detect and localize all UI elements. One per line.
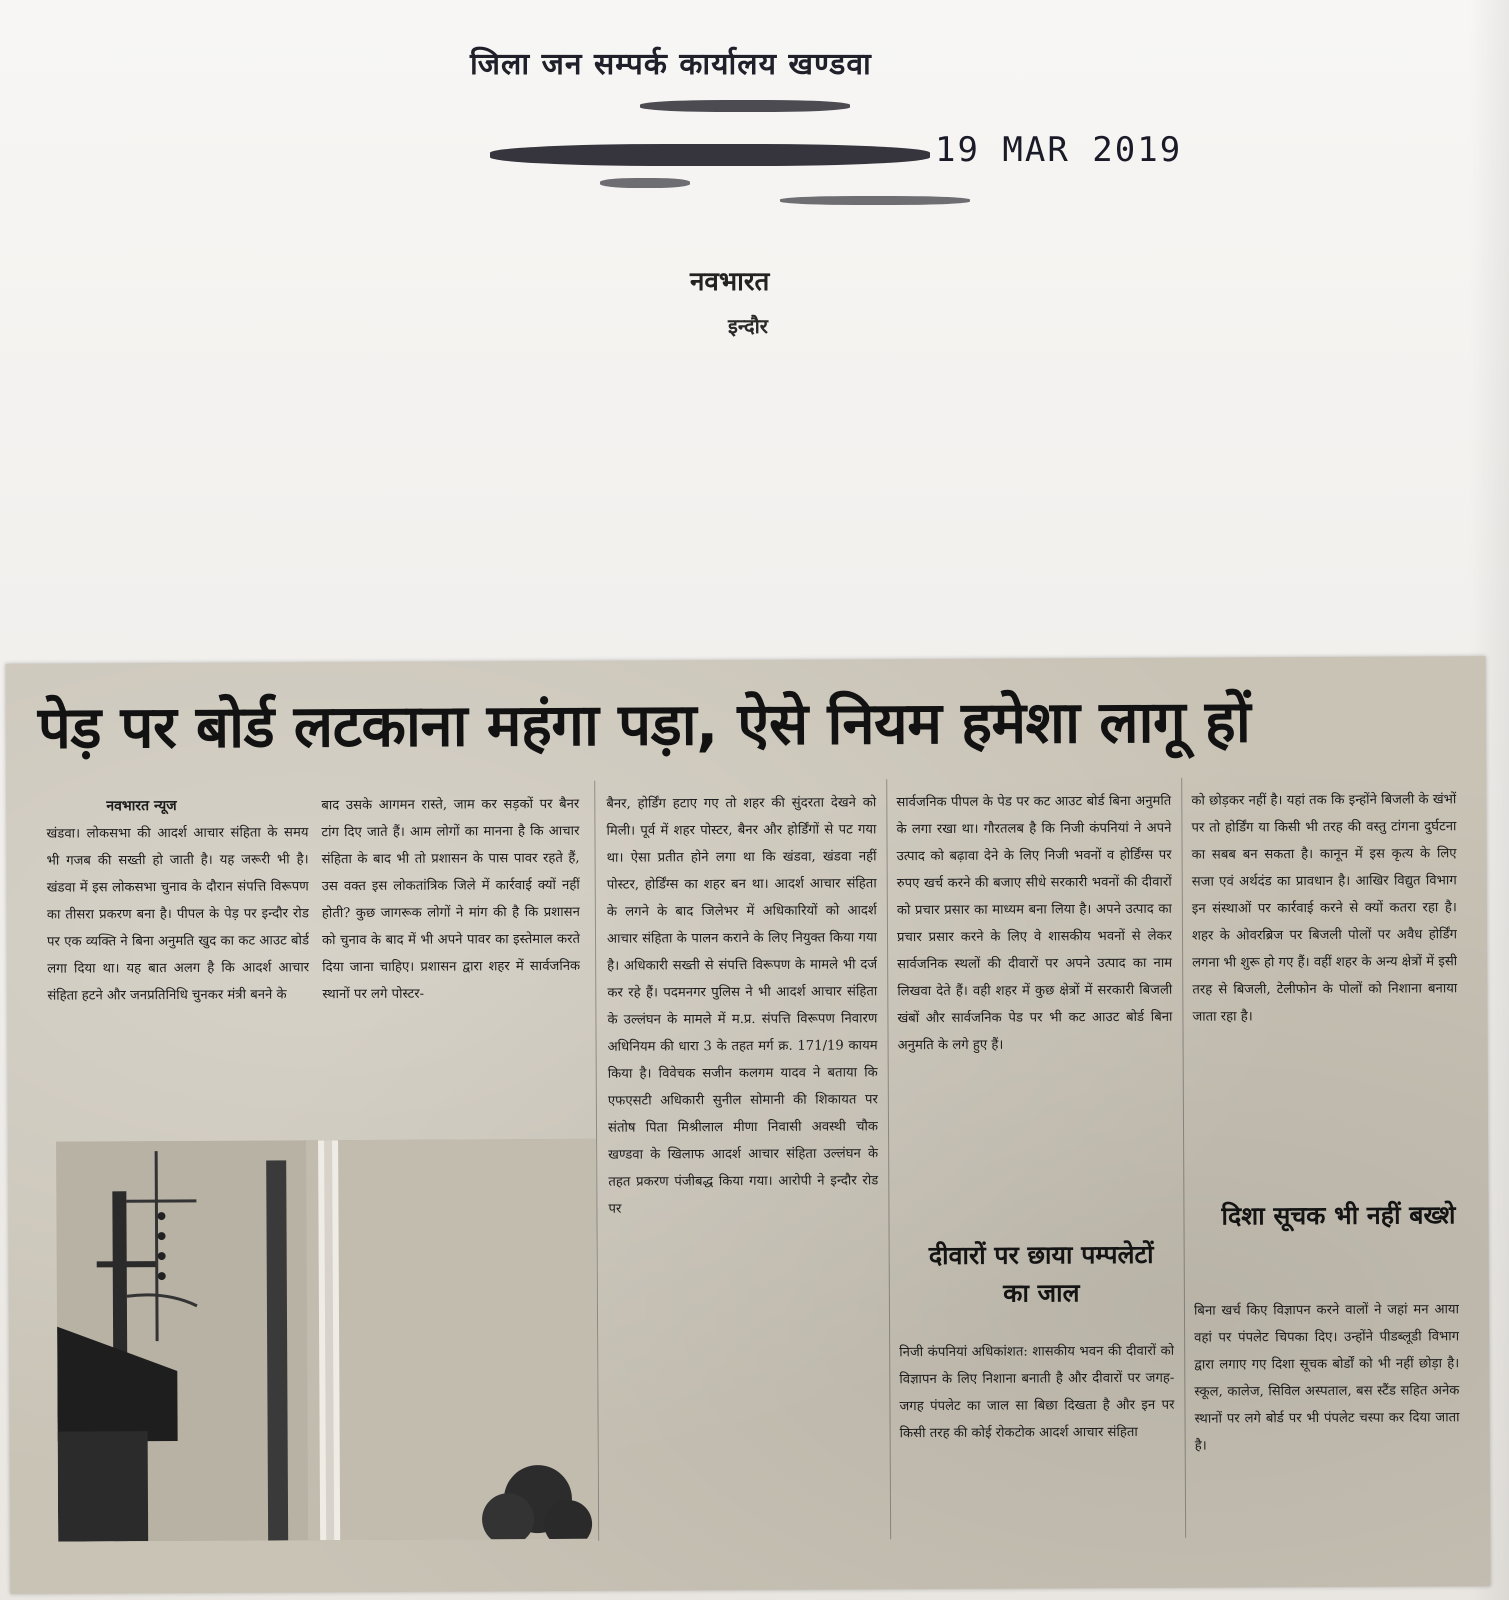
article-column-2: बाद उसके आगमन रास्ते, जाम कर सड़कों पर बैनर टांग दिए जाते हैं। आम लोगों का मानना है कि आचार संहिता के बाद भी तो प्रशासन के पास पावर रहते हैं, उस वक्त इस लोकतांत्रिक जिले में कार्रवाई क्यों नहीं होती? कुछ जागरूक लोगों ने मांग की है कि प्रशासन को चुनाव के बाद में भी अपने पावर का इस्तेमाल करते दिया जाना चाहिए। प्रशासन द्वारा शहर में सार्वजनिक स्थानों पर लगे पोस्टर- <box>321 796 581 1003</box>
article-column-1 <box>46 792 310 1143</box>
stamp-smudge <box>640 100 850 112</box>
article-column-4-continued: निजी कंपनियां अधिकांशत: शासकीय भवन की दीवारों को विज्ञापन के लिए निशाना बनाती है और दीवारों पर जगह-जगह पंपलेट का जाल सा बिछा दिखता है और इन पर किसी तरह की कोई रोकटोक आदर्श आचार संहिता <box>899 1343 1175 1442</box>
news-photo-electric-pole <box>56 1139 598 1542</box>
photo-illustration <box>56 1139 598 1542</box>
stamp-smudge <box>490 144 930 166</box>
office-header: जिला जन सम्पर्क कार्यालय खण्डवा <box>470 47 872 82</box>
received-date-stamp: 19 MAR 2019 <box>935 130 1183 170</box>
article-column-3: बैनर, होर्डिंग हटाए गए तो शहर की सुंदरता देखने को मिली। पूर्व में शहर पोस्टर, बैनर और होर्डिंगों से पट गया था। ऐसा प्रतीत होने लगा था कि खंडवा, खंडवा नहीं पोस्टर, होर्डिंग्स का शहर बन था। आदर्श आचार संहिता के लगने के बाद जिलेभर में अधिकारियों को आदर्श आचार संहिता के पालन कराने के लिए नियुक्त किया गया है। अधिकारी सख्ती से संपत्ति विरूपण के मामले भी दर्ज कर रहे हैं। पदमनगर पुलिस ने भी आदर्श आचार संहिता के उल्लंघन के मामले में म.प्र. संपत्ति विरूपण निवारण अधिनियम की धारा 3 के तहत मर्ग क्र. 171/19 कायम किया है। विवेचक सजीन कलगम यादव ने बताया कि एफएसटी अधिकारी सुनील सोमानी की शिकायत पर संतोष पिता मिश्रीलाल मीणा निवासी अवस्थी चौक खण्डवा के खिलाफ आदर्श आचार संहिता उल्लंघन के तहत प्रकरण पंजीबद्ध किया गया। आरोपी ने इन्दौर रोड पर <box>606 795 879 1217</box>
article-headline: पेड़ पर बोर्ड लटकाना महंगा पड़ा, ऐसे नियम हमेशा लागू हों <box>37 687 1251 762</box>
article-column-5-continued: बिना खर्च किए विज्ञापन करने वालों ने जहां मन आया वहां पर पंपलेट चिपका दिए। उन्होंने पीडब्लूडी विभाग द्वारा लगाए गए दिशा सूचक बोर्डों को भी नहीं छोड़ा है। स्कूल, कालेज, सिविल अस्पताल, बस स्टैंड सहित अनेक स्थानों पर लगे बोर्ड पर भी पंपलेट चस्पा कर दिया जाता है। <box>1193 1302 1460 1454</box>
newspaper-name: नवभारत <box>690 267 770 297</box>
column-divider <box>1181 778 1186 1538</box>
article-column-4: सार्वजनिक पीपल के पेड पर कट आउट बोर्ड बिना अनुमति के लगा रखा था। गौरतलब है कि निजी कंपनियां ने अपने उत्पाद को बढ़ावा देने के लिए निजी भवनों व होर्डिंग्स पर रुपए खर्च करने की बजाए सीधे सरकारी भवनों की दीवारों को प्रचार प्रसार का माध्यम बना लिया है। अपने उत्पाद का प्रचार प्रसार करने के लिए वे शासकीय भवनों से लेकर सार्वजनिक स्थलों की दीवारों पर अपने उत्पाद का नाम लिखवा देते हैं। वही शहर में कुछ क्षेत्रों में सरकारी बिजली खंबों और सार्वजनिक पेड पर भी कट आउट बोर्ड बिना अनुमति के लगे हुए हैं। <box>896 793 1173 1054</box>
stamp-smudge <box>780 196 970 205</box>
article-column-5: को छोड़कर नहीं है। यहां तक कि इन्होंने बिजली के खंभों पर तो होर्डिंग या किसी भी तरह की वस्तु टांगना दुर्घटना का सबब बन सकता है। कानून में इस कृत्य के लिए सजा एवं अर्थदंड का प्रावधान है। आखिर विद्युत विभाग इन संस्थाओं पर कार्रवाई करने से क्यों कतरा रहा है। शहर के ओवरब्रिज पर बिजली पोलों पर अवैध होर्डिंग लगना भी शुरू हो गए हैं। वहीं शहर के अन्य क्षेत्रों में इसी तरह से बिजली, टेलीफोन के पोलों को निशाना बनाया जाता रहा है। <box>1191 792 1458 1025</box>
column-text: खंडवा। लोकसभा की आदर्श आचार संहिता के समय भी गजब की सख्ती हो जाती है। यह जरूरी भी है। खंडवा में इस लोकसभा चुनाव के दौरान संपत्ति विरूपण का तीसरा प्रकरण बना है। पीपल के पेड़ पर इन्दौर रोड पर एक व्यक्ति ने बिना अनुमति खुद का कट आउट बोर्ड लगा दिया था। यह बात अलग है कि आदर्श आचार संहिता हटने और जनप्रतिनिधि चुनकर मंत्री बनने के <box>46 825 310 1004</box>
subheading-pamphlets: दीवारों पर छाया पम्पलेटों का जाल <box>928 1239 1154 1308</box>
newspaper-city: इन्दौर <box>728 314 768 338</box>
column-divider <box>886 779 891 1539</box>
newspaper-clipping <box>6 656 1491 1594</box>
stamp-smudge <box>600 178 690 188</box>
article-byline: नवभारत न्यूज <box>106 797 177 815</box>
subheading-direction-boards: दिशा सूचक भी नहीं बख्शे <box>1221 1200 1456 1231</box>
